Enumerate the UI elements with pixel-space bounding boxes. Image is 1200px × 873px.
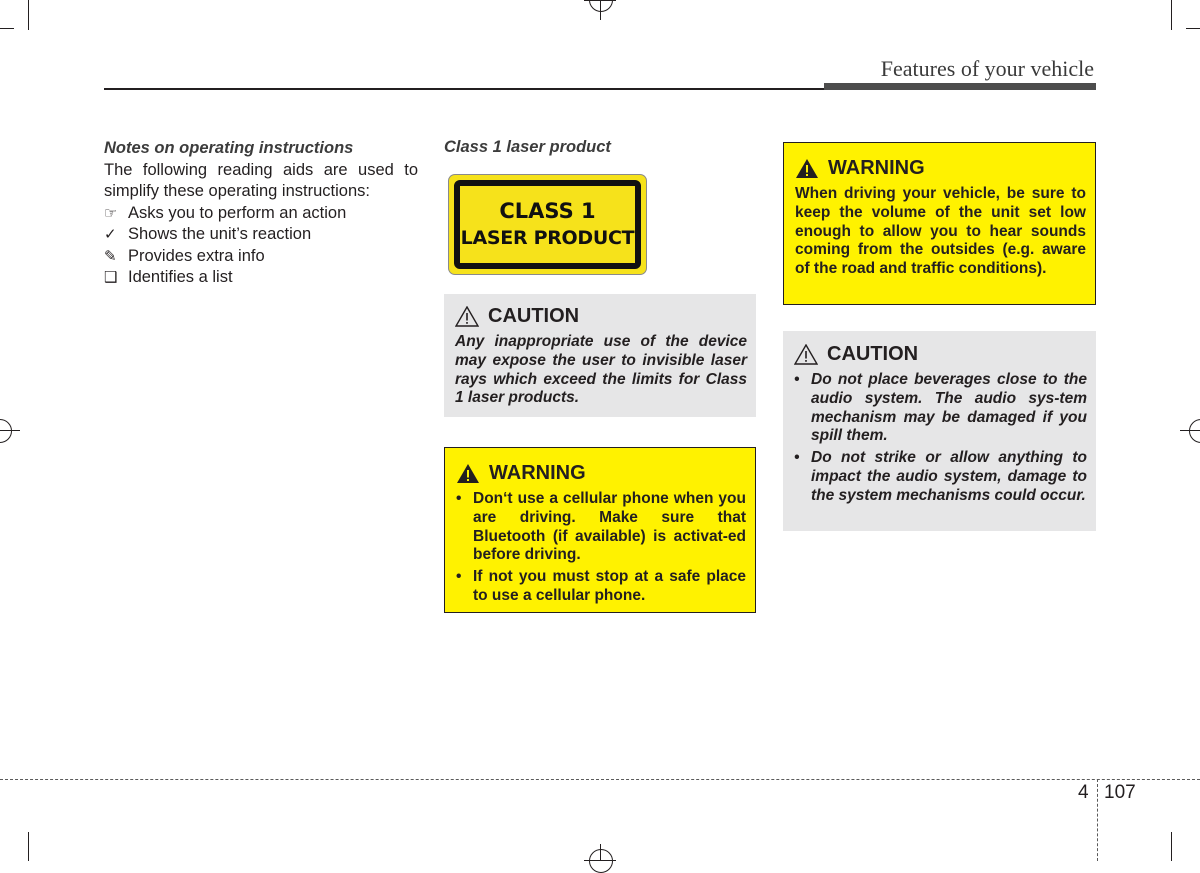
- laser-label-line1: CLASS 1: [499, 199, 596, 223]
- list-item: [104, 267, 418, 289]
- list-item: • Do not place beverages close to the audio system. The audio sys-tem mechanism may be damaged if you spill them.: [794, 371, 1087, 446]
- registration-mark-right: [1189, 419, 1200, 443]
- caution-text: Any inappropriate use of the device may expose the user to invisible laser rays which exceed the limits for Class 1 laser products.: [455, 333, 747, 407]
- crop-mark: [1171, 0, 1172, 30]
- pointing-hand-icon: ☞: [104, 204, 118, 222]
- header-accent-bar: [824, 83, 1096, 90]
- checkmark-icon: ✓: [104, 226, 117, 243]
- registration-mark-left: [0, 419, 12, 443]
- registration-mark-top: [589, 0, 613, 12]
- list-item: [104, 203, 418, 225]
- warning-box-volume: [783, 142, 1096, 305]
- footer-dashed-divider: [1097, 779, 1098, 861]
- caution-box-audio: [783, 331, 1096, 531]
- caution-title: [455, 303, 747, 329]
- notes-heading: Notes on operating instructions: [104, 139, 354, 157]
- crop-mark: [28, 0, 29, 30]
- caution-triangle-icon: [455, 306, 479, 327]
- warning-title-text: WARNING: [489, 461, 586, 484]
- caution-triangle-icon: [794, 344, 818, 365]
- registration-line: [1180, 430, 1200, 431]
- chapter-number: 4: [1078, 782, 1089, 803]
- registration-line: [584, 0, 616, 1]
- registration-line: [600, 844, 601, 861]
- warning-box-phone: [444, 447, 756, 613]
- warning-title: [456, 460, 746, 486]
- list-item: • If not you must stop at a safe place to use a cellular phone.: [456, 568, 746, 606]
- notes-section: [104, 138, 418, 289]
- laser-label-inner: [454, 180, 641, 269]
- list-item: • Don‘t use a cellular phone when you are driving. Make sure that Bluetooth (if available) is activat-ed before driving.: [456, 490, 746, 565]
- note-text: Provides extra info: [128, 246, 265, 265]
- laser-label-line2: LASER PRODUCT: [460, 227, 635, 249]
- list-item: [104, 224, 418, 246]
- laser-product-label: [449, 175, 646, 274]
- crop-mark: [0, 28, 14, 29]
- note-text: Identifies a list: [128, 268, 233, 286]
- note-text: Asks you to perform an action: [128, 203, 347, 222]
- warning-title-text: WARNING: [828, 156, 925, 179]
- list-item: [104, 246, 418, 268]
- crop-mark: [1186, 28, 1200, 29]
- registration-mark-bottom: [589, 849, 613, 873]
- header-rule: [104, 88, 824, 90]
- footer-dashed-rule: [0, 779, 1200, 780]
- page-number: 107: [1104, 782, 1136, 803]
- caution-list: [794, 371, 1087, 506]
- caution-title-text: CAUTION: [488, 304, 580, 327]
- note-text: Shows the unit’s reaction: [128, 225, 312, 243]
- warning-triangle-icon: [456, 463, 480, 484]
- list-item: • Do not strike or allow anything to impact the audio system, damage to the system mechanisms could occur.: [794, 449, 1087, 505]
- crop-mark: [1171, 832, 1172, 861]
- warning-text: When driving your vehicle, be sure to keep the volume of the unit set low enough to allow you to hear sounds coming from the outsides (e.g. aware of the road and traffic conditions).: [795, 185, 1086, 278]
- checkbox-icon: ❑: [104, 269, 118, 286]
- registration-line: [0, 430, 20, 431]
- pencil-icon: ✎: [104, 247, 117, 265]
- crop-mark: [28, 832, 29, 861]
- caution-title-text: CAUTION: [827, 342, 919, 365]
- notes-intro: The following reading aids are used to simplify these operating instructions:: [104, 160, 418, 200]
- registration-line: [600, 0, 601, 20]
- caution-title: [794, 341, 1087, 367]
- page-section-title: Features of your vehicle: [880, 56, 1094, 81]
- warning-triangle-icon: [795, 158, 819, 179]
- laser-heading: Class 1 laser product: [444, 138, 611, 156]
- caution-box-laser: [444, 294, 756, 417]
- warning-title: [795, 155, 1086, 181]
- warning-list: [456, 490, 746, 606]
